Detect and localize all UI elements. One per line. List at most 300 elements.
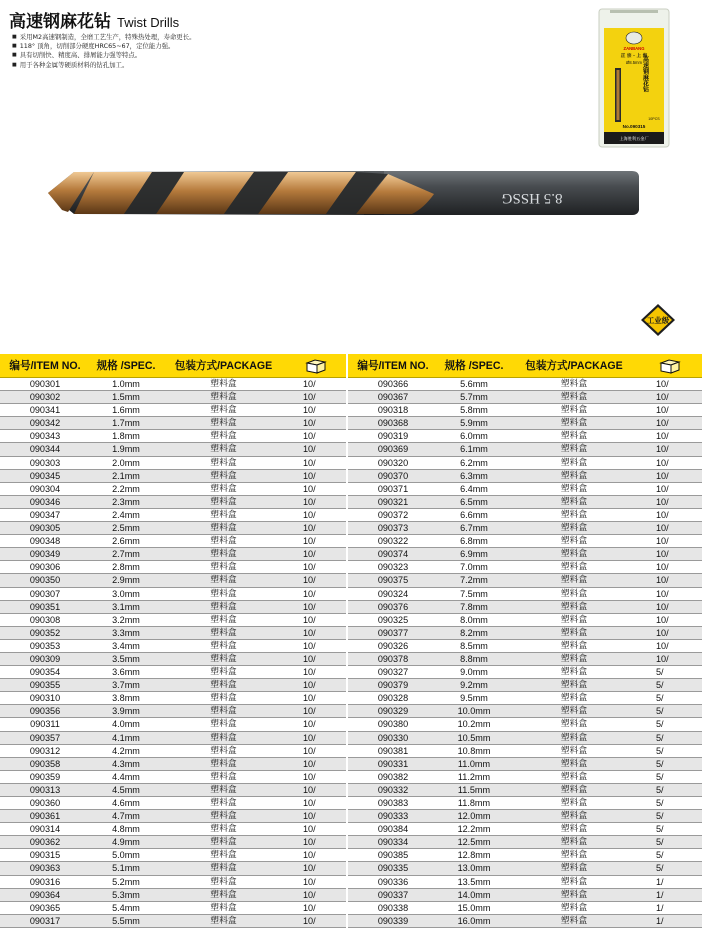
cell-item-no: 090378 — [348, 652, 438, 665]
cell-spec: 15.0mm — [438, 901, 510, 914]
cell-item-no: 090316 — [0, 875, 90, 888]
cell-item-no: 090342 — [0, 417, 90, 430]
cell-spec: 4.5mm — [90, 783, 162, 796]
cell-quantity: 10/ — [638, 495, 702, 508]
cell-package: 塑料盒 — [510, 482, 638, 495]
table-row — [0, 495, 346, 508]
cell-quantity: 10/ — [285, 744, 346, 757]
cell-package: 塑料盒 — [162, 692, 285, 705]
cell-package: 塑料盒 — [510, 548, 638, 561]
cell-package: 塑料盒 — [162, 391, 285, 404]
table-row — [348, 561, 702, 574]
table-row — [0, 587, 346, 600]
cell-spec: 6.0mm — [438, 430, 510, 443]
cell-package: 塑料盒 — [510, 783, 638, 796]
feature-item: ■ 具有切削快、精度高、排屑能力强等特点。 — [12, 51, 195, 60]
cell-quantity: 10/ — [638, 652, 702, 665]
cell-spec: 5.8mm — [438, 404, 510, 417]
cell-quantity: 5/ — [638, 692, 702, 705]
cell-item-no: 090337 — [348, 888, 438, 901]
cell-quantity: 5/ — [638, 666, 702, 679]
cell-package: 塑料盒 — [510, 626, 638, 639]
cell-spec: 11.5mm — [438, 783, 510, 796]
table-row — [0, 862, 346, 875]
cell-package: 塑料盒 — [510, 836, 638, 849]
cell-quantity: 10/ — [285, 705, 346, 718]
cell-quantity: 10/ — [285, 783, 346, 796]
table-row — [0, 810, 346, 823]
cell-spec: 4.1mm — [90, 731, 162, 744]
cell-spec: 5.7mm — [438, 391, 510, 404]
cell-spec: 12.5mm — [438, 836, 510, 849]
cell-quantity: 10/ — [638, 626, 702, 639]
cell-spec: 10.2mm — [438, 718, 510, 731]
cell-spec: 12.8mm — [438, 849, 510, 862]
cell-item-no: 090329 — [348, 705, 438, 718]
cell-quantity: 5/ — [638, 836, 702, 849]
feature-item: ■ 采用M2高速钢制造，全磨工艺生产，特殊热处理，寿命更长。 — [12, 33, 195, 42]
cell-package: 塑料盒 — [510, 404, 638, 417]
table-row — [0, 613, 346, 626]
header-item-no: 编号/ITEM NO. — [348, 354, 438, 378]
table-row — [348, 666, 702, 679]
table-row — [0, 849, 346, 862]
cell-quantity: 10/ — [638, 613, 702, 626]
cell-package: 塑料盒 — [162, 522, 285, 535]
table-row — [0, 705, 346, 718]
cell-quantity: 1/ — [638, 888, 702, 901]
cell-item-no: 090366 — [348, 378, 438, 391]
table-row — [0, 652, 346, 665]
cell-package: 塑料盒 — [510, 574, 638, 587]
cell-spec: 9.0mm — [438, 666, 510, 679]
table-row — [348, 574, 702, 587]
cell-package: 塑料盒 — [162, 495, 285, 508]
cell-quantity: 10/ — [638, 508, 702, 521]
table-row — [348, 495, 702, 508]
table-row — [348, 783, 702, 796]
table-row — [0, 744, 346, 757]
table-row — [0, 404, 346, 417]
cell-spec: 3.4mm — [90, 639, 162, 652]
cell-spec: 3.6mm — [90, 666, 162, 679]
cell-quantity: 10/ — [285, 862, 346, 875]
table-row — [0, 600, 346, 613]
cell-spec: 5.1mm — [90, 862, 162, 875]
cell-spec: 12.2mm — [438, 823, 510, 836]
cell-item-no: 090383 — [348, 797, 438, 810]
table-row — [348, 836, 702, 849]
cell-item-no: 090327 — [348, 666, 438, 679]
cell-package: 塑料盒 — [510, 587, 638, 600]
cell-spec: 3.5mm — [90, 652, 162, 665]
cell-quantity: 10/ — [638, 574, 702, 587]
cell-spec: 5.4mm — [90, 901, 162, 914]
table-row — [0, 548, 346, 561]
cell-quantity: 5/ — [638, 797, 702, 810]
cell-item-no: 090335 — [348, 862, 438, 875]
cell-item-no: 090345 — [0, 469, 90, 482]
table-row — [348, 535, 702, 548]
table-row — [348, 443, 702, 456]
cell-quantity: 5/ — [638, 783, 702, 796]
table-row — [348, 417, 702, 430]
cell-quantity: 10/ — [638, 482, 702, 495]
title-cn: 高速钢麻花钻 — [9, 12, 111, 32]
cell-spec: 4.3mm — [90, 757, 162, 770]
cell-item-no: 090349 — [0, 548, 90, 561]
cell-item-no: 090370 — [348, 469, 438, 482]
box-qty: 10PCS — [648, 117, 660, 121]
cell-item-no: 090301 — [0, 378, 90, 391]
spec-table-right — [348, 354, 702, 928]
cell-item-no: 090318 — [348, 404, 438, 417]
cell-package: 塑料盒 — [510, 888, 638, 901]
cell-package: 塑料盒 — [510, 639, 638, 652]
table-row — [0, 731, 346, 744]
cell-spec: 4.9mm — [90, 836, 162, 849]
table-row — [0, 482, 346, 495]
table-row — [0, 770, 346, 783]
cell-item-no: 090355 — [0, 679, 90, 692]
cell-package: 塑料盒 — [162, 443, 285, 456]
cell-package: 塑料盒 — [162, 705, 285, 718]
cell-quantity: 10/ — [285, 679, 346, 692]
cell-package: 塑料盒 — [162, 718, 285, 731]
cell-item-no: 090365 — [0, 901, 90, 914]
cell-package: 塑料盒 — [510, 705, 638, 718]
cell-item-no: 090351 — [0, 600, 90, 613]
table-row — [348, 430, 702, 443]
cell-quantity: 10/ — [285, 378, 346, 391]
cell-package: 塑料盒 — [510, 456, 638, 469]
cell-quantity: 5/ — [638, 744, 702, 757]
cell-item-no: 090347 — [0, 508, 90, 521]
box-name: 高速钢麻花钻 — [641, 56, 649, 92]
table-row — [348, 810, 702, 823]
feature-item: ■ 用于各种金属等硬质材料的钻孔加工。 — [12, 61, 195, 70]
cell-item-no: 090310 — [0, 692, 90, 705]
cell-quantity: 10/ — [285, 561, 346, 574]
table-row — [348, 613, 702, 626]
cell-spec: 2.4mm — [90, 508, 162, 521]
cell-item-no: 090364 — [0, 888, 90, 901]
cell-item-no: 090314 — [0, 823, 90, 836]
cell-package: 塑料盒 — [162, 797, 285, 810]
cell-quantity: 5/ — [638, 823, 702, 836]
drill-marking: 8.5 HSSG — [501, 190, 563, 206]
cell-quantity: 10/ — [285, 836, 346, 849]
cell-item-no: 090375 — [348, 574, 438, 587]
cell-spec: 13.0mm — [438, 862, 510, 875]
cell-quantity: 10/ — [638, 522, 702, 535]
cell-item-no: 090322 — [348, 535, 438, 548]
table-row — [348, 548, 702, 561]
cell-package: 塑料盒 — [162, 757, 285, 770]
cell-spec: 6.3mm — [438, 469, 510, 482]
cell-spec: 4.0mm — [90, 718, 162, 731]
cell-package: 塑料盒 — [162, 548, 285, 561]
cell-quantity: 10/ — [285, 810, 346, 823]
title-en: Twist Drills — [117, 15, 180, 30]
cell-spec: 5.9mm — [438, 417, 510, 430]
cell-item-no: 090357 — [0, 731, 90, 744]
cell-item-no: 090331 — [348, 757, 438, 770]
cell-item-no: 090305 — [0, 522, 90, 535]
cell-spec: 1.5mm — [90, 391, 162, 404]
table-row — [0, 679, 346, 692]
cell-quantity: 10/ — [285, 482, 346, 495]
cell-package: 塑料盒 — [510, 391, 638, 404]
header-item-no: 编号/ITEM NO. — [0, 354, 90, 378]
cell-spec: 1.8mm — [90, 430, 162, 443]
cell-item-no: 090377 — [348, 626, 438, 639]
cell-item-no: 090362 — [0, 836, 90, 849]
cell-spec: 6.7mm — [438, 522, 510, 535]
cell-quantity: 10/ — [638, 456, 702, 469]
cell-spec: 8.8mm — [438, 652, 510, 665]
cell-package: 塑料盒 — [510, 652, 638, 665]
cell-spec: 3.2mm — [90, 613, 162, 626]
cell-quantity: 10/ — [285, 430, 346, 443]
cell-package: 塑料盒 — [162, 679, 285, 692]
cell-item-no: 090346 — [0, 495, 90, 508]
cell-item-no: 090311 — [0, 718, 90, 731]
cell-package: 塑料盒 — [510, 823, 638, 836]
cell-package: 塑料盒 — [510, 443, 638, 456]
cell-quantity: 10/ — [285, 456, 346, 469]
cell-quantity: 10/ — [638, 548, 702, 561]
cell-item-no: 090380 — [348, 718, 438, 731]
cell-item-no: 090312 — [0, 744, 90, 757]
table-row — [0, 797, 346, 810]
cell-package: 塑料盒 — [510, 849, 638, 862]
table-row — [348, 456, 702, 469]
cell-quantity: 10/ — [285, 875, 346, 888]
cell-package: 塑料盒 — [162, 535, 285, 548]
cell-package: 塑料盒 — [162, 901, 285, 914]
table-row — [348, 404, 702, 417]
cell-spec: 8.5mm — [438, 639, 510, 652]
cell-item-no: 090344 — [0, 443, 90, 456]
cell-package: 塑料盒 — [510, 535, 638, 548]
box-maker: 上海胜利五金厂 — [619, 136, 649, 141]
cell-item-no: 090334 — [348, 836, 438, 849]
cell-spec: 11.8mm — [438, 797, 510, 810]
cell-quantity: 10/ — [285, 391, 346, 404]
cell-package: 塑料盒 — [162, 404, 285, 417]
cell-quantity: 5/ — [638, 718, 702, 731]
cell-quantity: 10/ — [638, 378, 702, 391]
table-row — [348, 469, 702, 482]
cell-spec: 16.0mm — [438, 914, 510, 927]
table-row — [0, 914, 346, 927]
cell-spec: 7.8mm — [438, 600, 510, 613]
cell-quantity: 10/ — [285, 770, 346, 783]
cell-package: 塑料盒 — [510, 731, 638, 744]
cell-quantity: 5/ — [638, 862, 702, 875]
header-quantity — [638, 354, 702, 378]
cell-package: 塑料盒 — [162, 482, 285, 495]
cell-spec: 2.7mm — [90, 548, 162, 561]
cell-spec: 1.9mm — [90, 443, 162, 456]
cell-item-no: 090333 — [348, 810, 438, 823]
table-row — [348, 731, 702, 744]
cell-quantity: 10/ — [285, 495, 346, 508]
table-row — [0, 391, 346, 404]
cell-spec: 3.3mm — [90, 626, 162, 639]
table-row — [0, 836, 346, 849]
table-row — [348, 797, 702, 810]
cell-item-no: 090352 — [0, 626, 90, 639]
cell-package: 塑料盒 — [162, 836, 285, 849]
cell-spec: 7.0mm — [438, 561, 510, 574]
cell-spec: 3.7mm — [90, 679, 162, 692]
table-row — [348, 770, 702, 783]
cell-spec: 2.8mm — [90, 561, 162, 574]
cell-item-no: 090360 — [0, 797, 90, 810]
table-row — [0, 901, 346, 914]
table-row — [0, 823, 346, 836]
header-package: 包装方式/PACKAGE — [510, 354, 638, 378]
cell-package: 塑料盒 — [162, 783, 285, 796]
cell-item-no: 090308 — [0, 613, 90, 626]
cell-package: 塑料盒 — [162, 378, 285, 391]
cell-package: 塑料盒 — [162, 574, 285, 587]
box-icon — [659, 358, 681, 374]
cell-package: 塑料盒 — [510, 613, 638, 626]
table-row — [0, 692, 346, 705]
cell-spec: 10.8mm — [438, 744, 510, 757]
cell-spec: 2.1mm — [90, 469, 162, 482]
header-spec: 规格 /SPEC. — [438, 354, 510, 378]
cell-package: 塑料盒 — [510, 666, 638, 679]
table-row — [0, 430, 346, 443]
table-row — [348, 901, 702, 914]
table-row — [0, 522, 346, 535]
cell-item-no: 090350 — [0, 574, 90, 587]
spec-table-left — [0, 354, 346, 928]
table-row — [0, 469, 346, 482]
table-row — [0, 626, 346, 639]
cell-package: 塑料盒 — [162, 587, 285, 600]
cell-spec: 6.8mm — [438, 535, 510, 548]
table-row — [348, 888, 702, 901]
cell-quantity: 5/ — [638, 705, 702, 718]
cell-item-no: 090358 — [0, 757, 90, 770]
cell-package: 塑料盒 — [162, 849, 285, 862]
cell-package: 塑料盒 — [162, 652, 285, 665]
cell-quantity: 10/ — [285, 535, 346, 548]
cell-quantity: 5/ — [638, 849, 702, 862]
cell-package: 塑料盒 — [162, 456, 285, 469]
cell-package: 塑料盒 — [162, 639, 285, 652]
table-header-row — [348, 354, 702, 378]
cell-item-no: 090376 — [348, 600, 438, 613]
cell-item-no: 090343 — [0, 430, 90, 443]
cell-item-no: 090361 — [0, 810, 90, 823]
cell-spec: 12.0mm — [438, 810, 510, 823]
header-spec: 规格 /SPEC. — [90, 354, 162, 378]
cell-quantity: 10/ — [285, 600, 346, 613]
cell-package: 塑料盒 — [162, 430, 285, 443]
cell-spec: 10.5mm — [438, 731, 510, 744]
cell-package: 塑料盒 — [510, 417, 638, 430]
cell-quantity: 10/ — [285, 731, 346, 744]
cell-package: 塑料盒 — [162, 626, 285, 639]
table-row — [348, 823, 702, 836]
cell-package: 塑料盒 — [162, 666, 285, 679]
cell-spec: 3.8mm — [90, 692, 162, 705]
table-row — [348, 718, 702, 731]
cell-package: 塑料盒 — [162, 823, 285, 836]
cell-item-no: 090368 — [348, 417, 438, 430]
cell-package: 塑料盒 — [162, 875, 285, 888]
cell-spec: 3.0mm — [90, 587, 162, 600]
cell-quantity: 1/ — [638, 901, 702, 914]
cell-package: 塑料盒 — [510, 522, 638, 535]
cell-spec: 6.2mm — [438, 456, 510, 469]
cell-spec: 1.6mm — [90, 404, 162, 417]
cell-item-no: 090385 — [348, 849, 438, 862]
cell-quantity: 10/ — [285, 757, 346, 770]
cell-item-no: 090369 — [348, 443, 438, 456]
cell-quantity: 5/ — [638, 731, 702, 744]
cell-package: 塑料盒 — [510, 692, 638, 705]
header-package: 包装方式/PACKAGE — [162, 354, 285, 378]
cell-quantity: 10/ — [638, 430, 702, 443]
table-row — [348, 587, 702, 600]
cell-item-no: 090381 — [348, 744, 438, 757]
table-row — [348, 482, 702, 495]
cell-item-no: 090325 — [348, 613, 438, 626]
spec-tables — [0, 354, 702, 932]
grade-badge — [640, 303, 676, 337]
cell-item-no: 090384 — [348, 823, 438, 836]
cell-item-no: 090372 — [348, 508, 438, 521]
cell-quantity: 10/ — [638, 639, 702, 652]
table-row — [348, 849, 702, 862]
table-row — [348, 639, 702, 652]
cell-spec: 1.0mm — [90, 378, 162, 391]
table-row — [0, 875, 346, 888]
cell-spec: 6.4mm — [438, 482, 510, 495]
table-row — [348, 862, 702, 875]
cell-spec: 7.5mm — [438, 587, 510, 600]
header-quantity — [285, 354, 346, 378]
cell-item-no: 090379 — [348, 679, 438, 692]
table-row — [0, 718, 346, 731]
cell-item-no: 090336 — [348, 875, 438, 888]
cell-spec: 5.0mm — [90, 849, 162, 862]
cell-quantity: 10/ — [285, 404, 346, 417]
cell-package: 塑料盒 — [162, 600, 285, 613]
cell-item-no: 090356 — [0, 705, 90, 718]
cell-spec: 11.0mm — [438, 757, 510, 770]
cell-package: 塑料盒 — [510, 561, 638, 574]
cell-package: 塑料盒 — [162, 508, 285, 521]
cell-spec: 10.0mm — [438, 705, 510, 718]
cell-item-no: 090319 — [348, 430, 438, 443]
table-row — [348, 679, 702, 692]
table-row — [0, 783, 346, 796]
cell-quantity: 10/ — [638, 443, 702, 456]
cell-quantity: 10/ — [638, 417, 702, 430]
table-row — [0, 378, 346, 391]
cell-item-no: 090307 — [0, 587, 90, 600]
table-row — [0, 757, 346, 770]
cell-quantity: 10/ — [285, 652, 346, 665]
